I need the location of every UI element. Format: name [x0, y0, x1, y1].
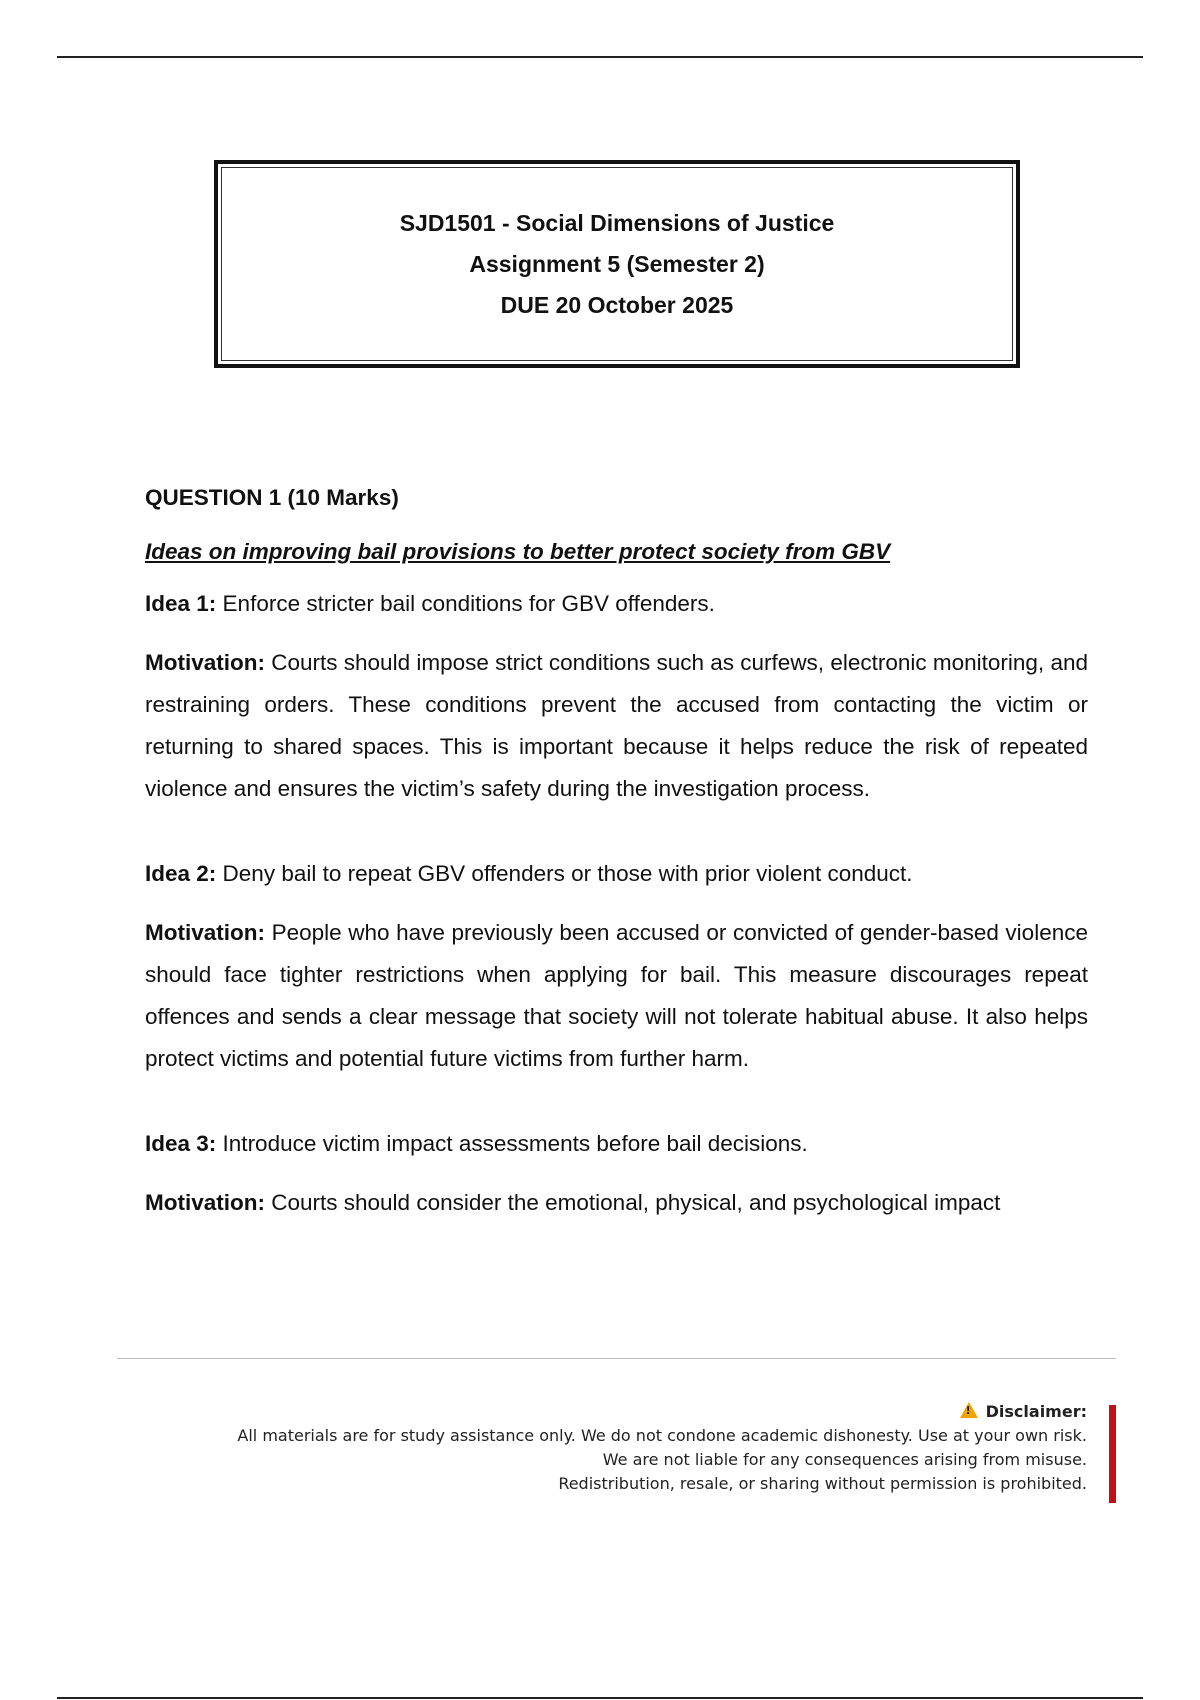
idea-3 — [145, 1128, 1088, 1160]
disclaimer-heading — [187, 1400, 1087, 1424]
title-box-inner — [221, 167, 1013, 361]
disclaimer — [187, 1400, 1087, 1496]
disclaimer-line-1: All materials are for study assistance only. We do not condone academic dishonesty. Use at your own risk. — [237, 1426, 1087, 1445]
idea-2 — [145, 858, 1088, 890]
top-rule — [57, 56, 1143, 58]
idea-2-label: Idea 2: — [145, 861, 217, 886]
question-heading: QUESTION 1 (10 Marks) — [145, 485, 399, 510]
due-date: DUE 20 October 2025 — [500, 291, 734, 318]
motivation-3-label: Motivation: — [145, 1190, 265, 1215]
idea-2-text: Deny bail to repeat GBV offenders or those with prior violent conduct. — [222, 861, 913, 886]
motivation-3-text: Courts should consider the emotional, physical, and psychological impact — [271, 1190, 1001, 1215]
warning-icon — [960, 1402, 978, 1418]
disclaimer-accent-bar — [1109, 1405, 1116, 1503]
question-content — [145, 478, 1088, 1224]
idea-1 — [145, 588, 1088, 620]
motivation-2 — [145, 912, 1088, 1080]
footer-rule — [117, 1358, 1116, 1359]
bottom-rule — [57, 1697, 1143, 1699]
assignment-title: Assignment 5 (Semester 2) — [469, 250, 765, 277]
motivation-1 — [145, 642, 1088, 810]
disclaimer-line-3: Redistribution, resale, or sharing without permission is prohibited. — [558, 1474, 1087, 1493]
question-subheading: Ideas on improving bail provisions to better protect society from GBV — [145, 539, 891, 564]
motivation-1-text: Courts should impose strict conditions such as curfews, electronic monitoring, and restraining orders. These conditions prevent the accused from contacting the victim or returning to shared spaces. This is important because it helps reduce the risk of repeated violence and ensures the victim’s safety during the investigation process. — [145, 650, 1088, 801]
motivation-3 — [145, 1182, 1088, 1224]
idea-3-text: Introduce victim impact assessments before bail decisions. — [222, 1131, 808, 1156]
title-box — [214, 160, 1020, 368]
idea-3-label: Idea 3: — [145, 1131, 217, 1156]
course-title: SJD1501 - Social Dimensions of Justice — [399, 209, 835, 236]
disclaimer-line-2: We are not liable for any consequences arising from misuse. — [602, 1450, 1087, 1469]
idea-1-label: Idea 1: — [145, 591, 217, 616]
motivation-2-label: Motivation: — [145, 920, 265, 945]
motivation-1-label: Motivation: — [145, 650, 265, 675]
idea-1-text: Enforce stricter bail conditions for GBV offenders. — [222, 591, 715, 616]
disclaimer-title: Disclaimer: — [985, 1402, 1087, 1421]
motivation-2-text: People who have previously been accused or convicted of gender-based violence should face tighter restrictions when applying for bail. This measure discourages repeat offences and sends a clear message that society will not tolerate habitual abuse. It also helps protect victims and potential future victims from further harm. — [145, 920, 1088, 1071]
